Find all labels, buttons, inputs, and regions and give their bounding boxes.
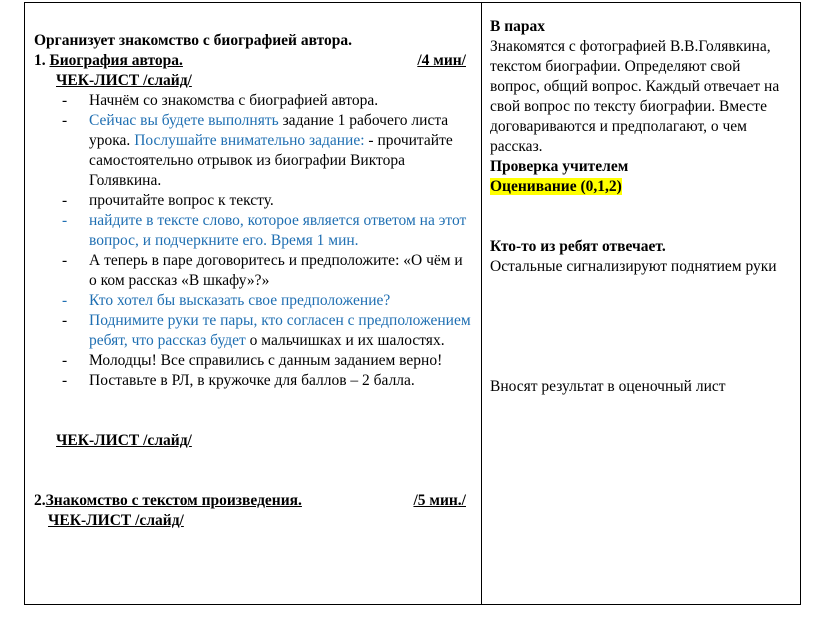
grading-highlight: Оценивание (0,1,2): [490, 178, 622, 195]
pairs-text: Знакомятся с фотографией В.В.Голявкина, текстом биографии. Определяют свой вопрос, общий вопрос. Каждый отвечает на свой вопрос по тексту биографии. Вместе договариваются и предполагают, о чем рассказ.: [490, 38, 780, 155]
section-1-number: 1.: [34, 52, 50, 69]
teacher-check: Проверка учителем: [490, 158, 629, 175]
section-1-title-row: [34, 51, 474, 71]
student-column: [490, 17, 790, 397]
teacher-steps: [34, 91, 474, 391]
answer-heading: Кто-то из ребят отвечает.: [490, 238, 666, 255]
step-2-text-b: - прочитайте самостоятельно отрывок из биографии Виктора Голявкина.: [89, 132, 453, 189]
teacher-heading: Организует знакомство с биографией автора.: [34, 32, 352, 49]
step-2-blue-a: Сейчас вы будете выполнять: [89, 112, 279, 129]
step-7-text: о мальчишках и их шалостях.: [245, 332, 445, 349]
section-1-time: /4 мин/: [417, 52, 466, 69]
lesson-table: [24, 2, 801, 605]
section-2-title: Знакомство с текстом произведения.: [45, 492, 302, 509]
column-divider: [481, 3, 482, 604]
step-7-blue: Поднимите руки те пары, кто согласен с предположением ребят, что рассказ будет: [89, 312, 471, 349]
section-2-time: /5 мин./: [413, 492, 466, 509]
checklist-2: ЧЕК-ЛИСТ /слайд/: [56, 432, 192, 449]
section-2-title-row: [34, 491, 474, 511]
section-1-title: Биография автора.: [49, 52, 183, 69]
step-2: [34, 111, 474, 191]
result-text: Вносят результат в оценочный лист: [490, 378, 726, 395]
step-9: - Поставьте в РЛ, в кружочке для баллов – 2 балла.: [34, 371, 474, 391]
step-4: - найдите в тексте слово, которое является ответом на этот вопрос, и подчеркните его. Время 1 мин.: [34, 211, 474, 251]
step-8: - Молодцы! Все справились с данным заданием верно!: [34, 351, 474, 371]
step-3: - прочитайте вопрос к тексту.: [34, 191, 474, 211]
step-1: - Начнём со знакомства с биографией автора.: [34, 91, 474, 111]
step-7: [34, 311, 474, 351]
grading: [490, 177, 790, 197]
step-2-text-a: задание 1 рабочего листа урока.: [89, 112, 449, 149]
teacher-column: [34, 31, 474, 531]
checklist-1: ЧЕК-ЛИСТ /слайд/: [56, 72, 192, 89]
step-5: - А теперь в паре договоритесь и предположите: «О чём и о ком рассказ «В шкафу»?»: [34, 251, 474, 291]
section-2-number: 2.: [34, 492, 46, 509]
checklist-3: ЧЕК-ЛИСТ /слайд/: [48, 512, 184, 529]
pairs-heading: В парах: [490, 18, 546, 35]
step-6: - Кто хотел бы высказать свое предположение?: [34, 291, 474, 311]
answer-text: Остальные сигнализируют поднятием руки: [490, 258, 777, 275]
step-2-blue-b: Послушайте внимательно задание:: [134, 132, 365, 149]
